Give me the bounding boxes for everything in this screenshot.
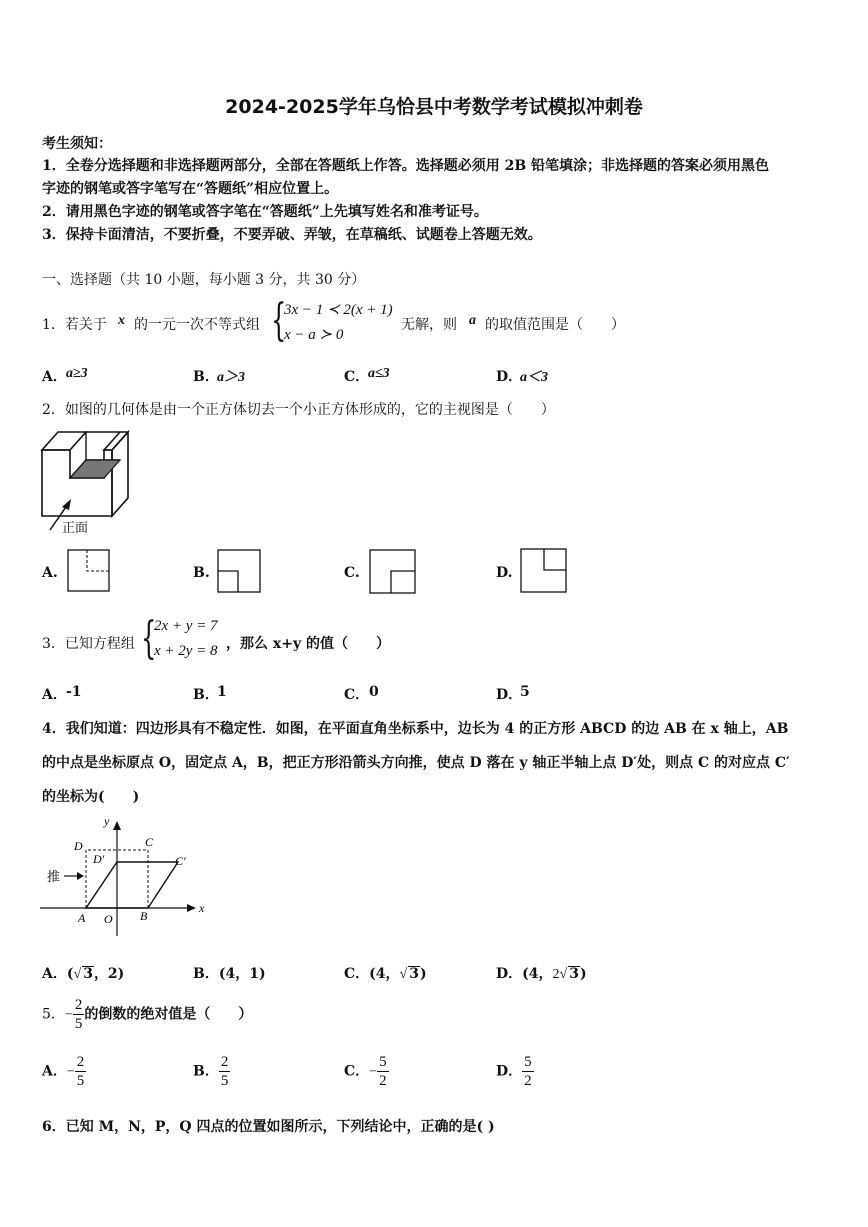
q3-option-b-text: 1: [217, 684, 227, 700]
q5-option-d-label: D．: [496, 1063, 523, 1080]
q1-system-brace: {: [271, 295, 287, 346]
q4-label-C-prime: C′: [175, 854, 186, 868]
q4-option-d: D．(4，2√ 3): [496, 966, 587, 982]
q4-option-d-close: ): [579, 966, 587, 982]
q4-option-c-open: (4，: [369, 966, 400, 982]
q3-option-d-label: D．: [496, 687, 523, 703]
q2-text: 2．如图的几何体是由一个正方体切去一个小正方体形成的，它的主视图是（ ）: [42, 402, 555, 418]
q5-fraction-den: 5: [74, 1016, 83, 1032]
q4-label-C: C: [145, 835, 154, 849]
q5-option-c: [344, 1053, 389, 1090]
q4-option-a-open: (: [66, 966, 74, 982]
q5-option-c-fraction: [377, 1053, 389, 1090]
q4-line-1: 4．我们知道：四边形具有不稳定性．如图，在平面直角坐标系中，边长为 4 的正方形 ABCD 的边 AB 在 x 轴上，AB: [42, 721, 789, 737]
q1-mid: 的一元一次不等式组: [134, 317, 260, 333]
q4-label-B: B: [140, 909, 148, 923]
q5-fraction-num: 2: [74, 997, 83, 1013]
q5-option-c-sign: −: [369, 1064, 378, 1080]
q4-label-D: D: [74, 839, 83, 853]
q1-option-c-label: C．: [344, 369, 370, 385]
q1-option-a-text: a≥3: [66, 366, 88, 381]
q3-prefix: 3．已知方程组: [42, 636, 135, 652]
q1-option-d-label: D．: [496, 369, 523, 385]
q3-eq1: 2x + y = 7: [154, 618, 218, 634]
q5-option-b-num: 2: [220, 1054, 229, 1070]
q2-option-d-label: D.: [496, 565, 513, 581]
q4-option-d-radicand: 3: [569, 966, 579, 982]
q5-option-b-den: 5: [220, 1073, 229, 1089]
q4-line-3: 的坐标为( ): [42, 789, 140, 805]
q5-option-a-fraction: [75, 1053, 87, 1090]
q4-option-a-close: ，2): [93, 966, 125, 982]
q1-option-b-text: a＞3: [217, 370, 245, 385]
q1-option-a-label: A．: [42, 369, 67, 385]
q4-option-b-label: B．: [193, 966, 219, 982]
q5-option-a: [42, 1053, 86, 1090]
q5-option-b-label: B．: [193, 1063, 219, 1080]
q2-option-d-figure: [520, 548, 568, 594]
q4-option-d-coef: 2: [552, 967, 560, 982]
q5-option-a-num: 2: [76, 1054, 85, 1070]
q3-option-b-label: B．: [193, 687, 219, 703]
q3-option-d-text: 5: [520, 684, 530, 700]
q5-suffix: 的倒数的绝对值是（ ）: [84, 1006, 253, 1023]
q4-label-O: O: [104, 912, 113, 926]
q1-option-b-label: B．: [193, 369, 219, 385]
q5-fraction: [73, 996, 85, 1033]
q5-option-c-num: 5: [379, 1054, 387, 1070]
q1-prefix: 1．若关于: [42, 317, 107, 333]
q6-text: 6．已知 M，N，P，Q 四点的位置如图所示，下列结论中，正确的是( ): [42, 1119, 495, 1135]
q4-option-b: [193, 963, 266, 983]
q4-option-a: A．(√ 3，2): [42, 966, 125, 982]
q4-option-c-radicand: 3: [409, 966, 419, 982]
notice-item-3: 3．保持卡面清洁，不要折叠，不要弄破、弄皱，在草稿纸、试题卷上答题无效。: [42, 227, 542, 243]
q4-option-d-label: D．: [496, 966, 523, 982]
q2-front-label: 正面: [62, 521, 89, 536]
q2-option-c-label: C.: [344, 565, 360, 581]
q5-option-d: [496, 1053, 534, 1090]
q3-option-c-text: 0: [369, 684, 379, 700]
q5-option-a-sign: −: [66, 1064, 75, 1080]
q2-option-c-figure: [369, 549, 417, 595]
q5-stem: [42, 996, 252, 1033]
q1-var-a: a: [469, 313, 476, 328]
q4-option-c: C．(4，√ 3): [344, 966, 427, 982]
q5-option-d-num: 5: [524, 1054, 532, 1070]
q1-option-c-text: a≤3: [368, 366, 390, 381]
notice-heading: 考生须知：: [42, 136, 112, 152]
notice-item-1-line-1: 1．全卷分选择题和非选择题两部分，全部在答题纸上作答。选择题必须用 2B 铅笔填涂；非选择题的答案必须用黑色: [42, 158, 770, 174]
q4-option-a-label: A．: [42, 966, 67, 982]
q4-option-b-text: (4，1): [218, 966, 266, 982]
q4-option-c-close: ): [419, 966, 427, 982]
q4-label-D-prime: D′: [93, 852, 105, 866]
section-heading: 一、选择题（共 10 小题，每小题 3 分，共 30 分）: [42, 272, 366, 288]
q4-label-x: x: [199, 901, 205, 915]
q4-label-y: y: [104, 814, 110, 828]
page-title: 2024-2025学年乌恰县中考数学考试模拟冲刺卷: [225, 96, 643, 118]
q5-option-b: [193, 1053, 230, 1090]
q1-var-x: x: [118, 313, 125, 328]
q4-coordinate-figure: [40, 812, 212, 940]
q5-prefix: 5．: [42, 1006, 65, 1023]
q3-eq2: x + 2y = 8: [154, 643, 218, 659]
q3-option-c-label: C．: [344, 687, 370, 703]
q2-option-a-label: A.: [42, 565, 58, 581]
q3-option-a-label: A．: [42, 687, 67, 703]
q5-option-a-label: A．: [42, 1063, 67, 1080]
q1-suffix-b: 的取值范围是（ ）: [485, 317, 625, 333]
q2-option-a-figure: [67, 549, 111, 593]
q1-eq1: 3x − 1 ≺ 2(x + 1): [284, 302, 393, 318]
q3-system-brace: {: [141, 613, 157, 664]
q1-option-d-text: a＜3: [520, 370, 548, 385]
q4-option-d-open: (4，: [522, 966, 553, 982]
q1-eq2: x − a ≻ 0: [284, 327, 344, 343]
q5-option-b-fraction: [219, 1053, 231, 1090]
q4-option-c-label: C．: [344, 966, 370, 982]
q5-option-d-den: 2: [524, 1073, 532, 1089]
q5-option-a-den: 5: [76, 1073, 85, 1089]
notice-item-1-line-2: 字迹的钢笔或答字笔写在“答题纸”相应位置上。: [42, 181, 339, 197]
q5-minus: −: [64, 1007, 73, 1023]
q4-label-A: A: [78, 911, 86, 925]
q2-option-b-figure: [217, 549, 262, 594]
q1-suffix-a: 无解，则: [401, 317, 457, 333]
q4-option-a-radicand: 3: [83, 966, 93, 982]
q3-option-a-text: -1: [66, 684, 82, 700]
q5-option-c-den: 2: [379, 1073, 387, 1089]
notice-item-2: 2．请用黑色字迹的钢笔或答字笔在“答题纸”上先填写姓名和准考证号。: [42, 204, 488, 220]
q4-label-push: 推: [47, 870, 61, 885]
q5-option-d-fraction: [522, 1053, 534, 1090]
q4-line-2: 的中点是坐标原点 O，固定点 A，B，把正方形沿箭头方向推，使点 D 落在 y 轴正半轴上点 D′处，则点 C 的对应点 C′: [42, 755, 790, 771]
q3-suffix: ，那么 x+y 的值（ ）: [226, 636, 390, 652]
q5-option-c-label: C．: [344, 1063, 370, 1080]
q2-option-b-label: B.: [193, 565, 210, 581]
